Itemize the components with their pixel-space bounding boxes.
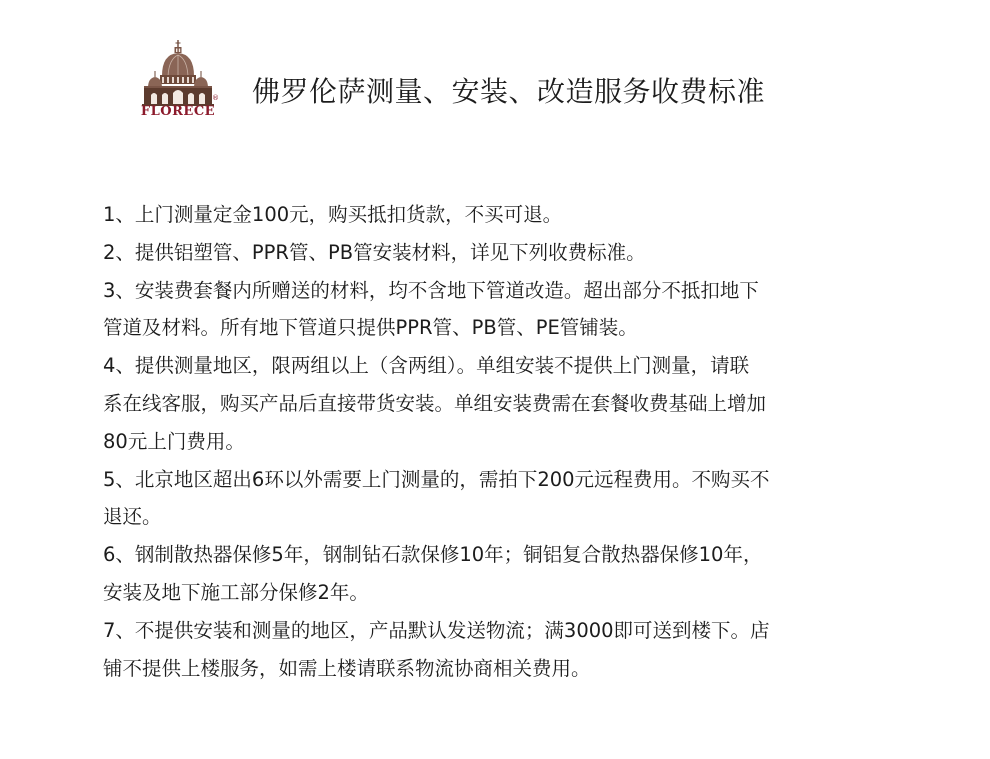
term-item-6: [103, 536, 923, 612]
term-item-1: [103, 196, 923, 234]
cathedral-dome-icon: [142, 40, 214, 106]
term-line: 80元上门费用。: [103, 429, 245, 453]
term-item-2: [103, 234, 923, 272]
term-line: 铺不提供上楼服务，如需上楼请联系物流协商相关费用。: [103, 656, 591, 680]
term-line: 安装及地下施工部分保修2年。: [103, 580, 369, 604]
term-item-4: [103, 347, 923, 460]
term-line: 管道及材料。所有地下管道只提供PPR管、PB管、PE管铺装。: [103, 316, 638, 340]
term-line: 系在线客服，购买产品后直接带货安装。单组安装费需在套餐收费基础上增加: [103, 391, 767, 415]
term-item-7: [103, 612, 923, 688]
term-line: 5、北京地区超出6环以外需要上门测量的，需拍下200元远程费用。不购买不: [103, 467, 770, 491]
term-line: 4、提供测量地区，限两组以上（含两组）。单组安装不提供上门测量，请联: [103, 354, 750, 378]
logo-wordmark: FLORECE: [140, 104, 216, 119]
term-item-5: [103, 461, 923, 537]
term-line: 6、钢制散热器保修5年，钢制钻石款保修10年；铜铝复合散热器保修10年，: [103, 543, 763, 567]
term-line: 退还。: [103, 505, 162, 529]
term-line: 3、安装费套餐内所赠送的材料，均不含地下管道改造。超出部分不抵扣地下: [103, 278, 759, 302]
term-line: 1、上门测量定金100元，购买抵扣货款，不买可退。: [103, 203, 563, 226]
registered-mark: ®: [212, 94, 219, 102]
term-line: 7、不提供安装和测量的地区，产品默认发送物流；满3000即可送到楼下。店: [103, 618, 770, 642]
term-item-3: [103, 272, 923, 348]
term-line: 2、提供铝塑管、PPR管、PB管安装材料，详见下列收费标准。: [103, 240, 646, 264]
page-title: 佛罗伦萨测量、安装、改造服务收费标准: [252, 75, 766, 108]
terms-list: [103, 196, 923, 687]
brand-logo: [128, 40, 228, 124]
